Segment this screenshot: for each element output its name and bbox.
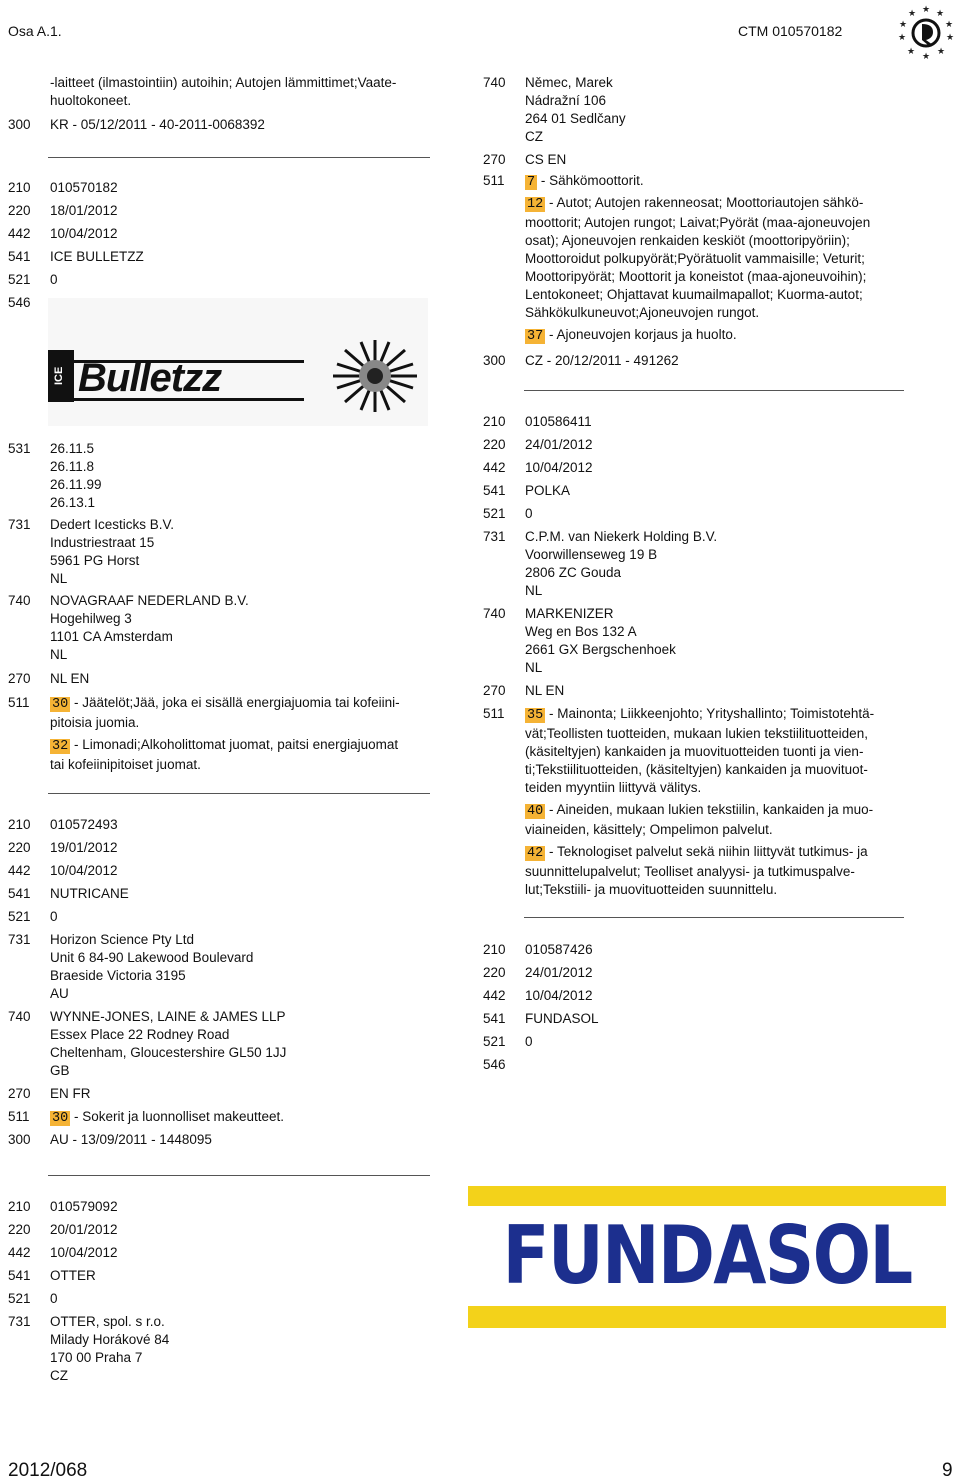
languages: EN FR: [50, 1086, 91, 1101]
divider: [48, 1175, 430, 1176]
eu-stars-logo-icon: [895, 2, 957, 62]
owner-line: Unit 6 84-90 Lakewood Boulevard: [50, 950, 254, 965]
field-code: 731: [8, 517, 31, 532]
field-code: 442: [8, 226, 31, 241]
divider: [48, 157, 430, 158]
entry-otter: [8, 1198, 433, 1385]
field-code: 541: [8, 249, 31, 264]
services-text: suunnittelupalvelut; Teolliset analyysi- ja tutkimuspalve-: [525, 864, 855, 879]
svg-text:★: ★: [921, 4, 931, 14]
class-number-badge: 32: [52, 739, 69, 754]
languages: NL EN: [525, 683, 565, 698]
class-number-badge: 12: [527, 197, 544, 212]
field-code: 731: [8, 932, 31, 947]
services-text: vät;Teollisten tuotteiden, mukaan lukien tekstiilituotteiden,: [525, 726, 868, 741]
continued-text: -laitteet (ilmastointiin) autoihin; Autojen lämmittimet;Vaate-: [50, 75, 397, 90]
field-code: 270: [483, 683, 506, 698]
application-number: 010587426: [525, 942, 593, 957]
class-number-badge: 30: [52, 697, 69, 712]
services-text: - Mainonta; Liikkeenjohto; Yrityshallinto; Toimistotehtä-: [545, 706, 875, 721]
owner-line: 170 00 Praha 7: [50, 1350, 143, 1365]
field-code: 220: [483, 437, 506, 452]
representative-line: NL: [50, 647, 68, 662]
goods-text: Lentokoneet; Ohjattavat kuumailmapallot; Kuorma-autot;: [525, 287, 863, 302]
class-number-badge: 37: [527, 329, 544, 344]
representative-line: 264 01 Sedlčany: [525, 111, 626, 126]
goods-text: tai kofeiinipitoiset juomat.: [50, 757, 201, 772]
languages: CS EN: [525, 152, 567, 167]
services-text: teiden myyntiin liittyvä välitys.: [525, 780, 702, 795]
class-number-badge: 30: [52, 1111, 69, 1126]
owner-line: OTTER, spol. s r.o.: [50, 1314, 165, 1329]
goods-text: - Sähkömoottorit.: [537, 173, 644, 188]
goods-text: Moottoripyörät; Moottorit ja koneistot (maa-ajoneuvoihin);: [525, 269, 867, 284]
field-code: 442: [483, 988, 506, 1003]
vienna-code: 26.11.5: [50, 441, 95, 456]
languages: NL EN: [50, 671, 90, 686]
representative-line: NL: [525, 660, 543, 675]
class-number-badge: 7: [527, 175, 536, 190]
field-code: 220: [483, 965, 506, 980]
vienna-code: 26.11.99: [50, 477, 102, 492]
services-text: viaineiden, käsittely; Ompelimon palvelut.: [525, 822, 773, 837]
owner-line: NL: [50, 571, 68, 586]
publication-date: 10/04/2012: [50, 1245, 118, 1260]
publication-date: 10/04/2012: [50, 863, 118, 878]
owner-line: Horizon Science Pty Ltd: [50, 932, 195, 947]
field-code: 731: [483, 529, 506, 544]
field-code: 740: [8, 593, 31, 608]
application-number: 010570182: [50, 180, 118, 195]
field-code: 541: [483, 1011, 506, 1026]
services-text: lut;Tekstiili- ja muovituotteiden suunnittelu.: [525, 882, 778, 897]
svg-text:★: ★: [907, 8, 917, 18]
logo-bulletzz-text: Bulletzz: [78, 356, 222, 400]
page-number: 9: [942, 1460, 953, 1481]
mark-type: 0: [50, 272, 58, 287]
goods-text: osat); Ajoneuvojen renkaiden keskiöt (moottoripyöriin);: [525, 233, 850, 248]
logo-ice-text: ICE: [53, 366, 65, 386]
owner-line: AU: [50, 986, 69, 1001]
field-code: 300: [483, 353, 506, 368]
goods-text: pitoisia juomia.: [50, 715, 140, 730]
field-code: 210: [8, 817, 31, 832]
publication-date: 10/04/2012: [525, 460, 593, 475]
continued-text: huoltokoneet.: [50, 93, 132, 108]
mark-name: OTTER: [50, 1268, 96, 1283]
svg-text:★: ★: [906, 46, 916, 56]
priority-info: KR - 05/12/2011 - 40-2011-0068392: [50, 117, 265, 132]
field-code: 521: [483, 506, 506, 521]
owner-line: 2806 ZC Gouda: [525, 565, 622, 580]
representative-line: Cheltenham, Gloucestershire GL50 1JJ: [50, 1045, 287, 1060]
filing-date: 18/01/2012: [50, 203, 118, 218]
divider: [48, 793, 430, 794]
field-code: 740: [483, 606, 506, 621]
services-text: - Aineiden, mukaan lukien tekstiilin, kankaiden ja muo-: [545, 802, 874, 817]
field-code: 442: [8, 863, 31, 878]
owner-line: Industriestraat 15: [50, 535, 155, 550]
goods-text: moottorit; Autojen rungot; Laivat;Pyörät (maa-ajoneuvojen: [525, 215, 871, 230]
field-code: 210: [483, 414, 506, 429]
svg-text:★: ★: [897, 32, 907, 42]
field-code: 270: [8, 671, 31, 686]
entry-polka: [483, 413, 908, 899]
field-code: 541: [8, 1268, 31, 1283]
class-number-badge: 42: [527, 846, 544, 861]
field-code: 210: [483, 942, 506, 957]
right-column-top: [483, 74, 908, 370]
representative-line: Nádražní 106: [525, 93, 607, 108]
field-code: 210: [8, 1199, 31, 1214]
mark-name: NUTRICANE: [50, 886, 129, 901]
entry-ice-bulletzz-details: [8, 440, 433, 774]
priority-info: CZ - 20/12/2011 - 491262: [525, 353, 679, 368]
representative-line: WYNNE-JONES, LAINE & JAMES LLP: [50, 1009, 286, 1024]
class-number-badge: 35: [527, 708, 544, 723]
field-code: 270: [8, 1086, 31, 1101]
field-code: 740: [8, 1009, 31, 1024]
left-column: [8, 74, 433, 134]
field-code: 270: [483, 152, 506, 167]
field-code: 546: [8, 295, 31, 310]
field-code: 300: [8, 117, 31, 132]
application-number: 010572493: [50, 817, 118, 832]
field-code: 210: [8, 180, 31, 195]
owner-line: NL: [525, 583, 543, 598]
owner-line: C.P.M. van Niekerk Holding B.V.: [525, 529, 718, 544]
svg-text:★: ★: [945, 32, 955, 42]
entry-fundasol: [483, 941, 908, 1079]
goods-text: Moottoroidut polkupyörät;Pyörätuolit vammaisille; Veturit;: [525, 251, 865, 266]
representative-line: 1101 CA Amsterdam: [50, 629, 173, 644]
publication-date: 10/04/2012: [50, 226, 118, 241]
vienna-code: 26.11.8: [50, 459, 95, 474]
representative-line: GB: [50, 1063, 70, 1078]
representative-line: Hogehilweg 3: [50, 611, 132, 626]
divider: [524, 917, 904, 918]
owner-line: Braeside Victoria 3195: [50, 968, 186, 983]
field-code: 442: [483, 460, 506, 475]
field-code: 220: [8, 1222, 31, 1237]
field-code: 521: [8, 909, 31, 924]
representative-line: NOVAGRAAF NEDERLAND B.V.: [50, 593, 249, 608]
field-code: 546: [483, 1057, 506, 1072]
mark-type: 0: [525, 506, 533, 521]
representative-line: Němec, Marek: [525, 75, 613, 90]
ice-bulletzz-logo: [48, 298, 428, 426]
goods-text: - Sokerit ja luonnolliset makeutteet.: [70, 1109, 285, 1124]
field-code: 300: [8, 1132, 31, 1147]
header-ctm-number: CTM 010570182: [738, 23, 843, 39]
representative-line: MARKENIZER: [525, 606, 614, 621]
representative-line: Weg en Bos 132 A: [525, 624, 637, 639]
services-text: (käsiteltyjen) kankaiden ja muovituotteiden tuonti ja vien-: [525, 744, 864, 759]
representative-line: Essex Place 22 Rodney Road: [50, 1027, 230, 1042]
field-code: 541: [483, 483, 506, 498]
goods-text: - Jäätelöt;Jää, joka ei sisällä energiajuomia tai kofeiini-: [70, 695, 400, 710]
vienna-code: 26.13.1: [50, 495, 96, 510]
representative-line: CZ: [525, 129, 543, 144]
svg-text:★: ★: [936, 46, 946, 56]
entry-nutricane: [8, 816, 433, 1154]
field-code: 521: [8, 272, 31, 287]
services-text: - Teknologiset palvelut sekä niihin liittyvät tutkimus- ja: [545, 844, 868, 859]
filing-date: 24/01/2012: [525, 965, 593, 980]
mark-type: 0: [50, 909, 58, 924]
owner-line: Milady Horákové 84: [50, 1332, 170, 1347]
application-number: 010586411: [525, 414, 592, 429]
mark-type: 0: [525, 1034, 533, 1049]
application-number: 010579092: [50, 1199, 118, 1214]
goods-text: - Ajoneuvojen korjaus ja huolto.: [545, 327, 737, 342]
field-code: 541: [8, 886, 31, 901]
owner-line: 5961 PG Horst: [50, 553, 140, 568]
goods-text: - Autot; Autojen rakenneosat; Moottoriautojen sähkö-: [545, 195, 864, 210]
header-section-label: Osa A.1.: [8, 23, 62, 39]
logo-fundasol-text: FUNDASOL: [502, 1209, 912, 1302]
entry-ice-bulletzz: [8, 179, 433, 317]
field-code: 521: [483, 1034, 506, 1049]
representative-line: 2661 GX Bergschenhoek: [525, 642, 676, 657]
field-code: 731: [8, 1314, 31, 1329]
goods-text: - Limonadi;Alkoholittomat juomat, paitsi energiajuomat: [70, 737, 399, 752]
field-code: 511: [8, 1109, 30, 1124]
svg-text:★: ★: [921, 51, 931, 61]
field-code: 442: [8, 1245, 31, 1260]
owner-line: Dedert Icesticks B.V.: [50, 517, 175, 532]
fundasol-logo: [468, 1178, 946, 1336]
field-code: 511: [483, 706, 505, 721]
mark-name: FUNDASOL: [525, 1011, 599, 1026]
issue-number: 2012/068: [8, 1460, 88, 1481]
field-code: 511: [8, 695, 30, 710]
goods-text: Sähkökulkuneuvot;Ajoneuvojen rungot.: [525, 305, 760, 320]
class-number-badge: 40: [527, 804, 544, 819]
field-code: 521: [8, 1291, 31, 1306]
svg-text:★: ★: [898, 19, 908, 29]
mark-name: ICE BULLETZZ: [50, 249, 144, 264]
services-text: ti;Tekstiilituotteiden, (käsiteltyjen) kankaiden ja muovituot-: [525, 762, 868, 777]
field-code: 531: [8, 441, 31, 456]
svg-text:★: ★: [935, 8, 945, 18]
field-code: 511: [483, 173, 505, 188]
field-code: 220: [8, 840, 31, 855]
mark-type: 0: [50, 1291, 58, 1306]
publication-date: 10/04/2012: [525, 988, 593, 1003]
filing-date: 24/01/2012: [525, 437, 593, 452]
filing-date: 19/01/2012: [50, 840, 118, 855]
filing-date: 20/01/2012: [50, 1222, 118, 1237]
field-code: 220: [8, 203, 31, 218]
owner-line: Voorwillenseweg 19 B: [525, 547, 658, 562]
field-code: 740: [483, 75, 506, 90]
svg-text:★: ★: [944, 19, 954, 29]
divider: [524, 390, 904, 391]
mark-name: POLKA: [525, 483, 571, 498]
owner-line: CZ: [50, 1368, 68, 1383]
priority-info: AU - 13/09/2011 - 1448095: [50, 1132, 212, 1147]
